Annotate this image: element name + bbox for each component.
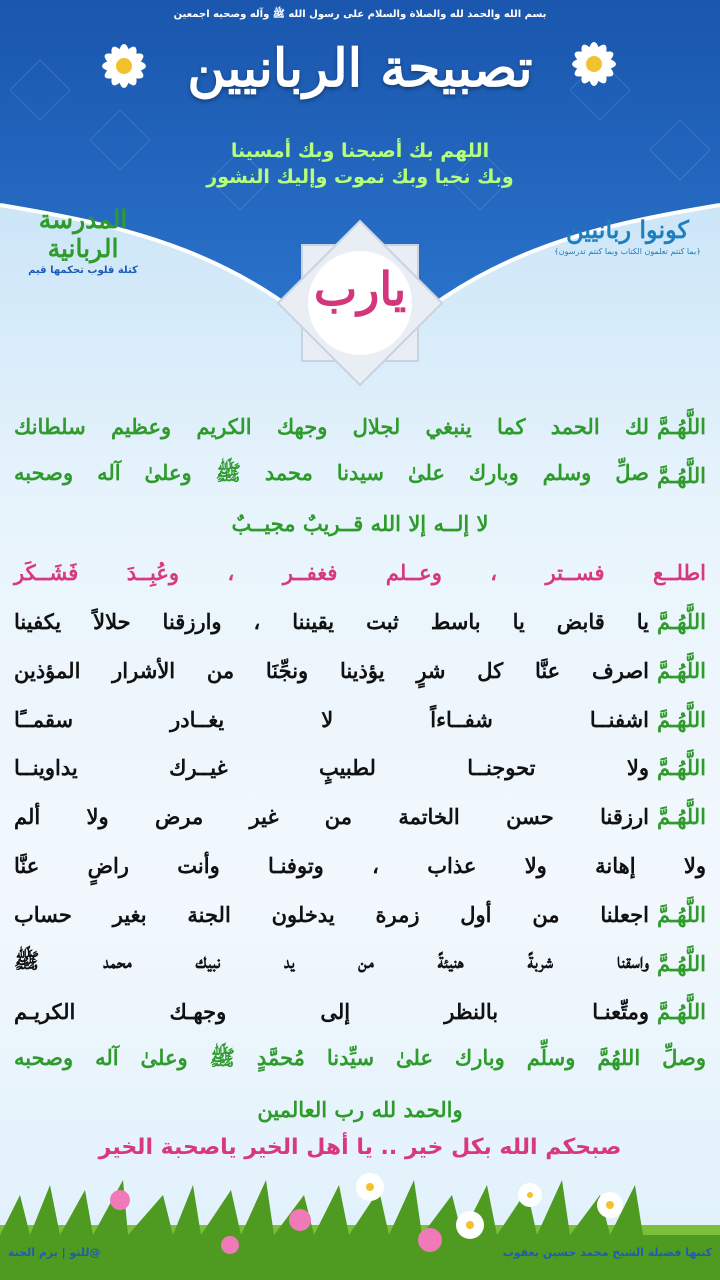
supplication-line-text: ولا تحوجنــا لطبيبٍ غيــرك يداوينــا <box>14 755 649 781</box>
allahumma-lead: اللَّهُـمَّ <box>657 804 706 830</box>
daisy-icon <box>566 36 622 92</box>
supplication-line <box>14 548 706 597</box>
kunu-logo-name: كونوا ربانيين <box>566 215 689 244</box>
supplication-line <box>14 939 706 988</box>
allahumma-lead: اللَّهُـمَّ <box>657 413 706 439</box>
allahumma-lead: اللَّهُـمَّ <box>657 999 706 1025</box>
allahumma-lead: اللَّهُـمَّ <box>657 706 706 732</box>
supplication-line-text: ارزقنا حسن الخاتمة من غير مرض ولا ألم <box>14 804 649 830</box>
allahumma-lead: اللَّهُـمَّ <box>657 755 706 781</box>
kunu-logo-tagline: ﴿بما كنتم تعلمون الكتاب وبما كنتم تدرسون﴾ <box>554 247 701 256</box>
madrasa-logo <box>8 205 158 276</box>
supplication-line-text: اصرف عنَّا كل شرٍ يؤذينا ونجِّنَا من الأشرار المؤذين <box>14 657 649 683</box>
basmala-line: بسم الله والحمد لله والصلاة والسلام على رسول الله ﷺ وآله وصحبه اجمعين <box>173 9 547 20</box>
subtitle-line-2: وبك نحيا وبك نموت وإليك النشور <box>206 166 514 188</box>
supplication-line-text: صلِّ وسلم وبارك علىٰ سيدنا محمد ﷺ وعلىٰ آله وصحبه <box>14 459 649 485</box>
supplication-line <box>14 597 706 646</box>
allahumma-lead: اللَّهُـمَّ <box>657 657 706 683</box>
supplication-line-text: واسقنا شربةً هنيئةً من يد نبيك محمد ﷺ <box>14 947 649 973</box>
supplication-line <box>14 695 706 744</box>
ya-rabb-calligraphy: يارب <box>313 262 407 316</box>
supplication-line <box>14 451 706 500</box>
madrasa-logo-tagline: كتلة قلوب تحكمها قيم <box>28 265 138 276</box>
page-title: تصبيحة الربانيين <box>187 38 533 99</box>
supplication-line <box>14 1036 706 1085</box>
supplication-text <box>14 402 706 1134</box>
supplication-line-text: والحمد لله رب العالمين <box>257 1097 463 1123</box>
supplication-line <box>14 1085 706 1134</box>
supplication-line-text: ولا إهانة ولا عذاب ، وتوفنـا وأنت راضٍ عنَّا <box>14 853 706 879</box>
subtitle-line-1: اللهم بك أصبحنا وبك أمسينا <box>230 140 490 162</box>
daisy-icon <box>96 38 152 94</box>
allahumma-lead: اللَّهُـمَّ <box>657 609 706 635</box>
supplication-line-text: اجعلنا من أول زمرة يدخلون الجنة بغير حساب <box>14 901 649 927</box>
supplication-line <box>14 500 706 549</box>
supplication-line-text: اطلــع فســتر ، وعــلم فغفــر ، وعُبِــدَ فَشَــكَر <box>14 560 706 586</box>
supplication-line-text: وصلِّ اللهُمَّ وسلِّم وبارك علىٰ سيِّدنا مُحمَّدٍ ﷺ وعلىٰ آله وصحبه <box>14 1045 706 1071</box>
supplication-line-text: يا قابض يا باسط ثبت يقيننا ، وارزقنا حلالاً يكفينا <box>14 609 649 635</box>
supplication-line <box>14 890 706 939</box>
supplication-line-text: ومتِّعنـا بالنظر إلى وجهـك الكريـم <box>14 999 649 1025</box>
supplication-line <box>14 792 706 841</box>
supplication-line <box>14 744 706 793</box>
supplication-line-text: لك الحمد كما ينبغي لجلال وجهك الكريم وعظيم سلطانك <box>14 413 649 439</box>
supplication-line-text: لا إلــه إلا الله قــريبٌ مجيــبٌ <box>231 511 489 537</box>
closing-greeting: صبحكم الله بكل خير .. يا أهل الخير ياصحبة الخير <box>98 1135 622 1160</box>
flower-meadow <box>0 1165 720 1280</box>
social-handle: @للنو | يزم الجنة <box>8 1246 101 1259</box>
supplication-line <box>14 988 706 1037</box>
supplication-line <box>14 841 706 890</box>
author-credit: كتبها فضيلة الشيخ محمد حسين يعقوب <box>502 1246 712 1259</box>
madrasa-logo-name: المدرسة الربانية <box>38 205 128 263</box>
supplication-line <box>14 402 706 451</box>
allahumma-lead: اللَّهُـمَّ <box>657 462 706 488</box>
allahumma-lead: اللَّهُـمَّ <box>657 901 706 927</box>
kunu-rabbaniyyin-logo <box>545 215 710 256</box>
supplication-line-text: اشفنــا شفــاءاً لا يغــادر سقمــًا <box>14 706 649 732</box>
allahumma-lead: اللَّهُـمَّ <box>657 950 706 976</box>
supplication-line <box>14 646 706 695</box>
